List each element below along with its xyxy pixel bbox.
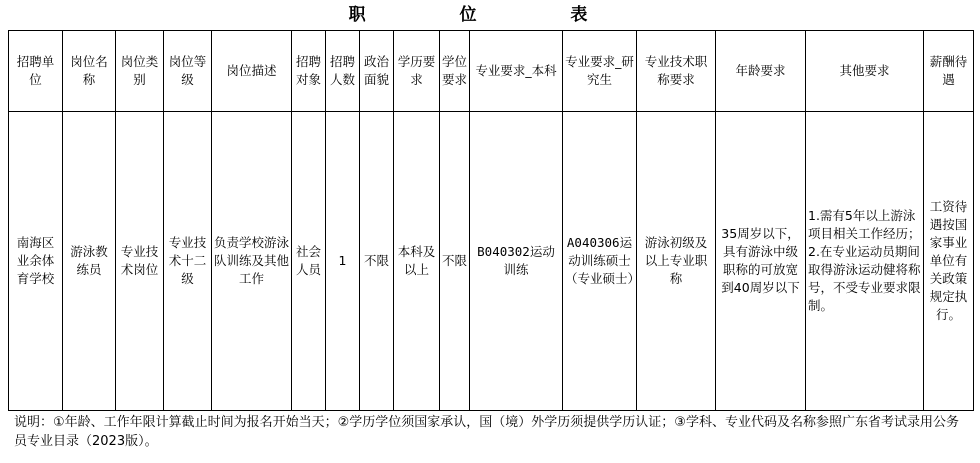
cell-other: 1.需有5年以上游泳项目相关工作经历；2.在专业运动员期间取得游泳运动健将称号，不受专业要求限制。 — [806, 112, 924, 411]
cell-degree: 不限 — [440, 112, 470, 411]
header-position-level: 岗位等级 — [164, 31, 212, 112]
header-position-name: 岗位名称 — [63, 31, 116, 112]
table-row — [9, 112, 974, 411]
header-education: 学历要求 — [394, 31, 440, 112]
cell-salary: 工资待遇按国家事业单位有关政策规定执行。 — [924, 112, 974, 411]
footnote: 说明：①年龄、工作年限计算截止时间为报名开始当天；②学历学位须国家承认，国（境）外学历须提供学历认证；③学科、专业代码及名称参照广东省考试录用公务员专业目录（2023版）。 — [14, 415, 959, 449]
cell-position-type: 专业技术岗位 — [116, 112, 164, 411]
header-tech-title: 专业技术职称要求 — [637, 31, 716, 112]
position-table — [8, 30, 974, 411]
header-other: 其他要求 — [806, 31, 924, 112]
cell-count: 1 — [326, 112, 360, 411]
header-major-undergrad: 专业要求_本科 — [470, 31, 563, 112]
cell-major-undergrad: B040302运动训练 — [470, 112, 563, 411]
page-title: 职 位 表 — [348, 5, 632, 25]
cell-education: 本科及以上 — [394, 112, 440, 411]
header-age: 年龄要求 — [716, 31, 806, 112]
cell-age: 35周岁以下，具有游泳中级职称的可放宽到40周岁以下 — [716, 112, 806, 411]
table-header-row — [9, 31, 974, 112]
header-degree: 学位要求 — [440, 31, 470, 112]
cell-tech-title: 游泳初级及以上专业职称 — [637, 112, 716, 411]
cell-major-grad: A040306运动训练硕士（专业硕士） — [563, 112, 637, 411]
cell-position-level: 专业技术十二级 — [164, 112, 212, 411]
header-target: 招聘对象 — [292, 31, 326, 112]
cell-description: 负责学校游泳队训练及其他工作 — [212, 112, 292, 411]
cell-unit: 南海区业余体育学校 — [9, 112, 63, 411]
header-description: 岗位描述 — [212, 31, 292, 112]
cell-political: 不限 — [360, 112, 394, 411]
cell-target: 社会人员 — [292, 112, 326, 411]
header-unit: 招聘单位 — [9, 31, 63, 112]
header-major-grad: 专业要求_研究生 — [563, 31, 637, 112]
header-political: 政治面貌 — [360, 31, 394, 112]
header-position-type: 岗位类别 — [116, 31, 164, 112]
header-salary: 薪酬待遇 — [924, 31, 974, 112]
cell-position-name: 游泳教练员 — [63, 112, 116, 411]
header-count: 招聘人数 — [326, 31, 360, 112]
